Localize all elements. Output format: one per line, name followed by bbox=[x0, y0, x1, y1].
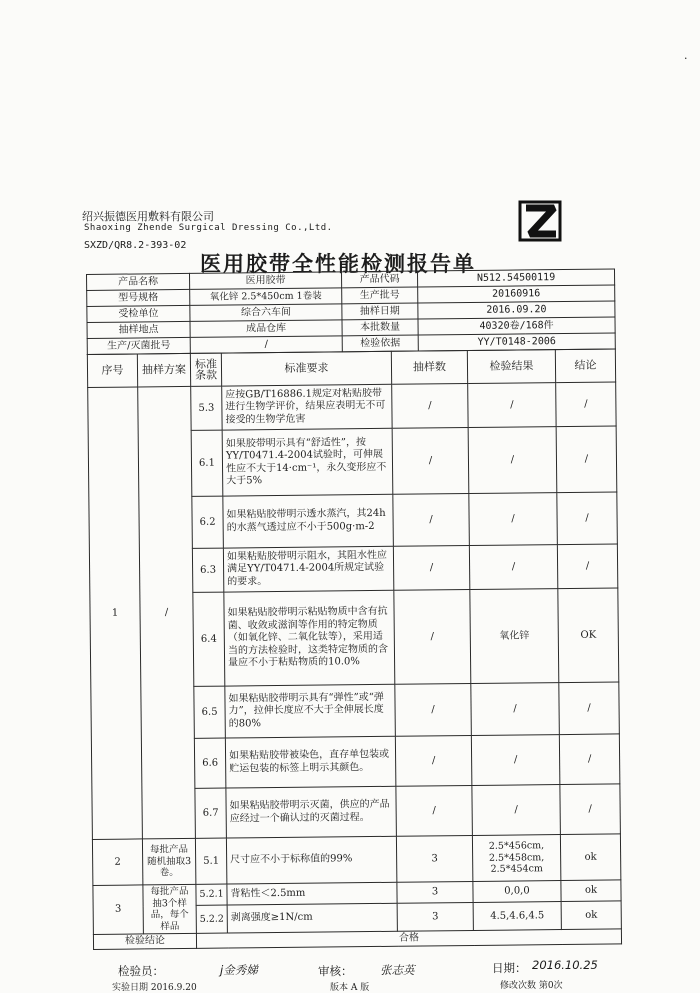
row-conclusion: / bbox=[557, 492, 618, 545]
row-requirement: 尺寸应不小于标称值的99% bbox=[226, 836, 396, 884]
row-qty: 3 bbox=[397, 903, 473, 931]
label-basis: 检验依据 bbox=[342, 335, 418, 352]
row-result: / bbox=[472, 785, 561, 836]
logo-letter: Z bbox=[540, 228, 541, 229]
value-basis: YY/T0148-2006 bbox=[418, 333, 615, 351]
report-title: 医用胶带全性能检测报告单 bbox=[200, 251, 476, 276]
group3-no: 3 bbox=[93, 885, 144, 935]
group2-plan: 每批产品随机抽取3卷。 bbox=[142, 838, 195, 885]
table-row bbox=[88, 382, 616, 432]
row-requirement: 如果粘贴胶带明示阻水，其阻水性应满足YY/T0471.4-2004所规定试验的要求。 bbox=[223, 546, 393, 592]
value-batch: 20160916 bbox=[418, 285, 615, 303]
corner-mark: · bbox=[684, 52, 688, 65]
zhende-logo-icon bbox=[518, 198, 564, 244]
row-qty: 3 bbox=[396, 835, 472, 882]
group2-no: 2 bbox=[92, 839, 142, 886]
row-requirement: 如果粘贴胶带被染色，直存单包装或贮运包装的标签上明示其颜色。 bbox=[225, 736, 396, 788]
row-clause: 6.5 bbox=[194, 686, 226, 738]
result-line: 2.5*454cm bbox=[490, 863, 543, 876]
bottom-right-note: 修改次数 第0次 bbox=[500, 981, 563, 991]
label-client: 受检单位 bbox=[87, 305, 190, 322]
result-line: 2.5*458cm, bbox=[488, 851, 545, 864]
row-conclusion: ok bbox=[561, 880, 621, 902]
group1-no: 1 bbox=[88, 387, 143, 839]
row-qty: / bbox=[393, 546, 469, 591]
row-qty: / bbox=[395, 735, 472, 786]
row-requirement: 如果胶带明示具有“舒适性”，按YY/T0471.4-2004试验时，可伸展性应不大于14·cm⁻¹，永久变形应不大于5% bbox=[222, 428, 393, 496]
row-result: 4.5,4.6,4.5 bbox=[473, 902, 561, 931]
company-name-en: Shaoxing Zhende Surgical Dressing Co.,Ltd. bbox=[84, 223, 333, 233]
row-result: / bbox=[468, 383, 556, 428]
label-sample-date: 抽样日期 bbox=[342, 303, 418, 320]
bottom-mid-note: 版本 A 版 bbox=[330, 983, 370, 993]
value-client: 综合六车间 bbox=[190, 304, 342, 322]
row-qty: 3 bbox=[397, 881, 473, 903]
row-requirement: 如果粘贴胶带明示透水蒸汽，其24h的水蒸气透过应不小于500g·m-2 bbox=[223, 494, 394, 548]
result-line: 2.5*456cm, bbox=[488, 840, 545, 853]
row-qty: / bbox=[392, 384, 468, 429]
row-clause: 5.1 bbox=[195, 838, 226, 884]
row-clause: 6.3 bbox=[192, 548, 223, 592]
col-result: 检验结果 bbox=[467, 350, 555, 384]
col-qty: 抽样数 bbox=[391, 351, 467, 385]
row-conclusion: / bbox=[559, 734, 620, 785]
row-result: / bbox=[469, 493, 558, 546]
row-result: 氧化锌 bbox=[470, 589, 559, 684]
inspector-signature: j金秀娣 bbox=[220, 963, 258, 977]
row-qty: / bbox=[396, 785, 473, 836]
row-clause: 6.2 bbox=[192, 496, 224, 548]
row-conclusion: / bbox=[556, 382, 616, 427]
label-product-code: 产品代码 bbox=[341, 271, 417, 288]
group3-plan: 每批产品抽3个样品，每个样品 bbox=[143, 884, 197, 934]
company-name-cn: 绍兴振德医用敷料有限公司 bbox=[82, 210, 214, 223]
label-model: 型号规格 bbox=[87, 289, 190, 306]
row-qty: / bbox=[392, 428, 469, 495]
value-model: 氧化锌 2.5*450cm 1卷装 bbox=[190, 288, 342, 306]
row-result: / bbox=[469, 545, 557, 590]
row-qty: / bbox=[394, 589, 471, 684]
row-conclusion: ok bbox=[561, 901, 621, 929]
row-qty: / bbox=[395, 683, 472, 736]
row-result: / bbox=[471, 683, 560, 736]
inspection-table bbox=[87, 348, 622, 950]
row-conclusion: / bbox=[559, 682, 620, 735]
row-result: / bbox=[471, 735, 560, 786]
info-table bbox=[86, 268, 616, 355]
row-clause: 5.2.2 bbox=[196, 905, 227, 933]
col-requirement: 标准要求 bbox=[221, 351, 391, 386]
row-result: / bbox=[468, 427, 557, 494]
row-conclusion: / bbox=[560, 784, 621, 835]
value-product-code: N512.54500119 bbox=[417, 269, 614, 287]
row-clause: 5.2.1 bbox=[196, 884, 227, 906]
label-batch-qty: 本批数量 bbox=[342, 319, 418, 336]
row-qty: / bbox=[393, 494, 470, 547]
value-location: 成品仓库 bbox=[190, 320, 342, 338]
col-plan: 抽样方案 bbox=[137, 353, 190, 387]
row-requirement: 应按GB/T16886.1规定对粘贴胶带进行生物学评价，结果应表明无不可接受的生物学危害 bbox=[222, 384, 392, 430]
row-requirement: 剥离强度≥1N/cm bbox=[227, 904, 397, 933]
row-clause: 6.6 bbox=[194, 738, 226, 788]
value-sterile-batch: / bbox=[190, 336, 342, 354]
row-requirement: 背粘性＜2.5mm bbox=[227, 882, 397, 905]
row-requirement: 如果粘贴胶带明示灭菌，供应的产品应经过一个确认过的灭菌过程。 bbox=[226, 786, 397, 838]
row-clause: 6.1 bbox=[191, 430, 223, 496]
summary-label: 检验结论 bbox=[93, 933, 196, 949]
row-conclusion: / bbox=[556, 426, 617, 493]
col-conclusion: 结论 bbox=[555, 349, 615, 383]
report-sheet bbox=[86, 268, 621, 949]
date-value: 2016.10.25 bbox=[532, 958, 598, 972]
label-batch: 生产批号 bbox=[342, 287, 418, 304]
row-clause: 6.7 bbox=[195, 788, 227, 838]
table-row bbox=[92, 834, 620, 886]
row-conclusion: / bbox=[557, 544, 617, 589]
row-clause: 6.4 bbox=[193, 592, 225, 686]
label-sterile-batch: 生产/灭菌批号 bbox=[87, 337, 190, 354]
value-batch-qty: 40320卷/168件 bbox=[418, 317, 615, 335]
col-clause: 标准条款 bbox=[190, 353, 221, 386]
label-product-name: 产品名称 bbox=[87, 273, 190, 290]
row-conclusion: OK bbox=[558, 588, 619, 683]
reviewer-label: 审核： bbox=[318, 964, 353, 978]
row-result: 0,0,0 bbox=[473, 881, 561, 903]
document-code: SXZD/QR8.2-393-02 bbox=[84, 240, 187, 251]
label-location: 抽样地点 bbox=[87, 321, 190, 338]
group1-plan: / bbox=[138, 386, 196, 839]
row-result bbox=[472, 835, 560, 882]
row-clause: 5.3 bbox=[191, 386, 222, 430]
bottom-left-note: 实验日期 2016.9.20 bbox=[112, 983, 197, 993]
value-product-name: 医用胶带 bbox=[189, 272, 341, 290]
row-requirement: 如果粘贴胶带明示具有“弹性”或“弹力”，拉伸长度应不大于全伸展长度的80% bbox=[225, 684, 396, 738]
col-no: 序号 bbox=[87, 354, 137, 388]
date-label: 日期： bbox=[492, 961, 527, 975]
summary-value: 合格 bbox=[196, 929, 621, 948]
reviewer-signature: 张志英 bbox=[380, 963, 415, 977]
value-sample-date: 2016.09.20 bbox=[418, 301, 615, 319]
row-requirement: 如果粘贴胶带明示粘贴物质中含有抗菌、收敛或滋润等作用的特定物质（如氧化锌、二氧化钛等），采用适当的方法检验时，这类特定物质的含量应不小于粘贴物质的10.0% bbox=[224, 590, 395, 686]
row-conclusion: ok bbox=[560, 834, 620, 881]
inspector-label: 检验员： bbox=[118, 964, 164, 978]
